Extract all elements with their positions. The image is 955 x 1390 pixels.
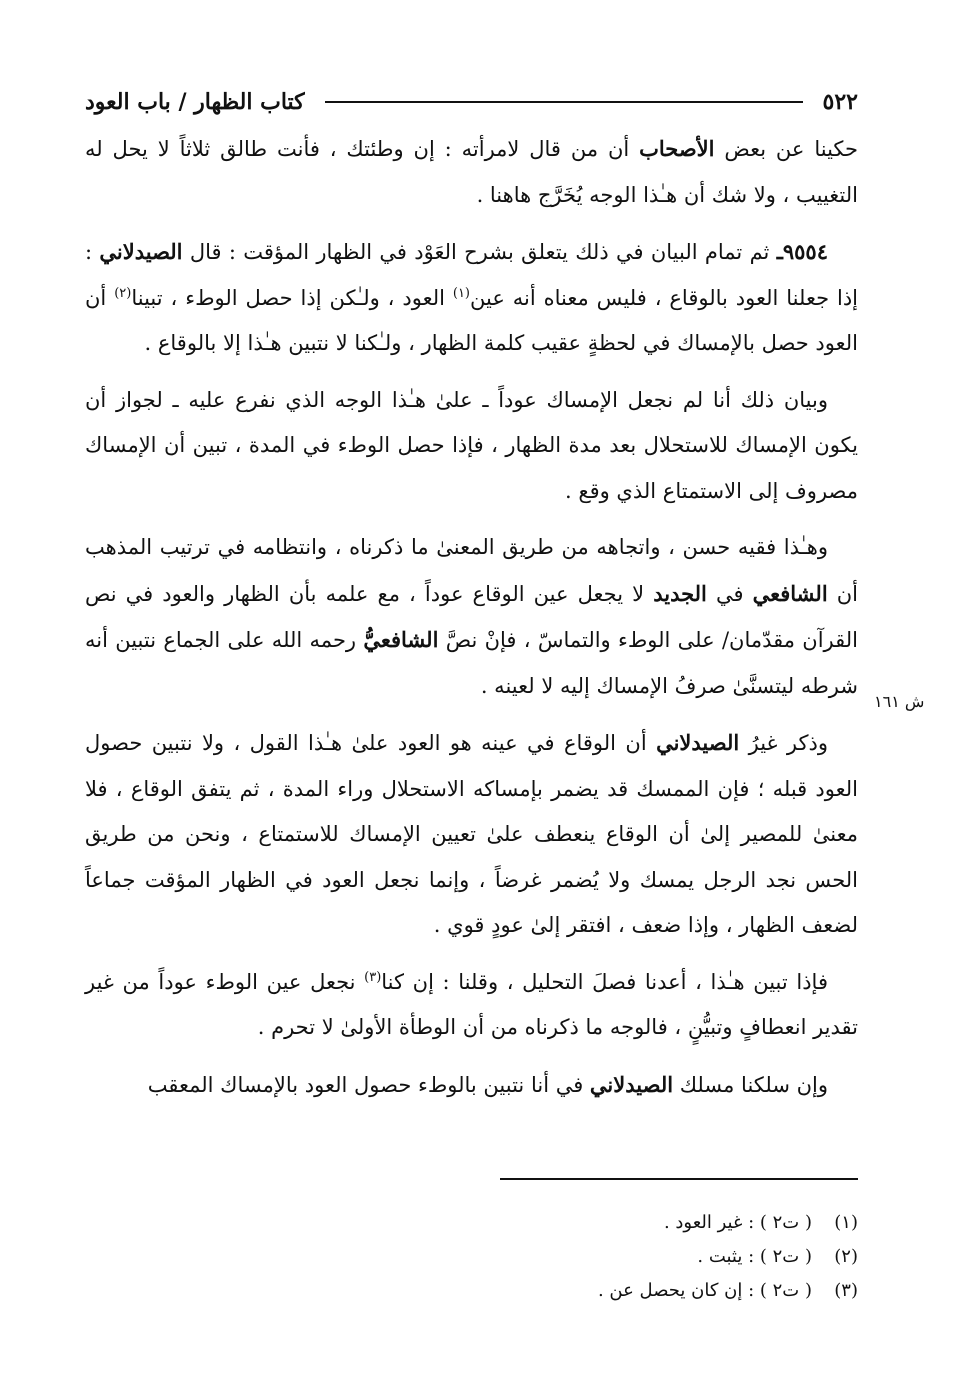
paragraph	[85, 720, 858, 949]
footnote	[85, 1206, 858, 1240]
paragraph-text: لا يجعل عين الوقاع عوداً ، مع علمه بأن الظهار والعود في نص القرآن مقدّمان/ على الوطء والتماسّ ، فإنْ نصَّ	[85, 581, 858, 652]
paragraph	[85, 525, 858, 709]
paragraph-text: ثم تمام البيان في ذلك يتعلق بشرح العَوْد في الظهار المؤقت : قال	[182, 240, 777, 264]
page-number: ٥٢٢	[822, 89, 858, 115]
running-title: كتاب الظهار / باب العود	[85, 89, 305, 115]
footnote-text: ( ت٢ ) : يثبت .	[697, 1246, 812, 1267]
body-text	[85, 126, 858, 1119]
paragraph-text: وبيان ذلك أنا لم نجعل الإمساك عوداً ـ علىٰ هـٰذا الوجه الذي نفرع عليه ـ لجواز أن يكون الإمساك للاستحلال بعد مدة الظهار ، فإذا حصل الوطء في المدة ، تبين أن الإمساك مصروف إلى الاستمتاع الذي وقع .	[85, 387, 858, 503]
bold-term: الأصحاب	[639, 136, 715, 161]
paragraph-text: حكينا عن بعض	[714, 137, 858, 161]
bold-term: الشافعيُّ	[363, 627, 439, 652]
paragraph	[85, 126, 858, 218]
bold-term: الجديد	[653, 580, 707, 606]
footnote-separator	[500, 1178, 858, 1180]
paragraph-text: فإذا تبين هـٰذا ، أعدنا فصلَ التحليل ، وقلنا : إن كنا	[381, 969, 828, 994]
bold-term: ٩٥٥٤ـ	[776, 239, 828, 264]
paragraph	[85, 1062, 858, 1109]
paragraph-text: العود ، ولـٰكن إذا حصل الوطء ، تبينا	[131, 285, 453, 310]
bold-term: الصيدلاني	[589, 1071, 674, 1097]
paragraph-text: : إذا جعلنا العود بالوقاع ، فليس معناه أنه عين	[85, 240, 859, 310]
footnote-number: (٢)	[834, 1246, 858, 1267]
footnote-reference: (٣)	[364, 969, 382, 985]
paragraph	[85, 378, 858, 515]
paragraph-text: وذكر غيرُ	[739, 731, 828, 755]
footnote-number: (٣)	[834, 1280, 858, 1301]
footnote-text: ( ت٢ ) : غير العود .	[663, 1212, 812, 1233]
paragraph-text: أن من قال لامرأته : إن وطئتك ، فأنت طالق ثلاثاً لا يحل له التغييب ، ولا شك أن هـٰذا الوجه يُخَرَّج هاهنا .	[85, 137, 858, 207]
paragraph-text: وهـٰذا فقيه حسن ، واتجاهه من طريق المعنىٰ ما ذكرناه ، وانتظامه في ترتيب المذهب أن	[85, 535, 858, 606]
paragraph-text: نجعل عين الوطء عوداً من غير تقدير انعطافٍ وتبيُّنٍ ، فالوجه ما ذكرناه من أن الوطأة الأولىٰ لا تحرم .	[85, 969, 858, 1039]
footnote	[85, 1274, 858, 1308]
footnote-number: (١)	[834, 1212, 858, 1233]
paragraph-text: في أنا نتبين بالوطء حصول العود بالإمساك المعقب	[147, 1072, 590, 1097]
footnote-reference: (٢)	[114, 285, 132, 301]
bold-term: الصيدلاني	[656, 730, 740, 755]
header-rule	[325, 101, 803, 103]
footnote-text: ( ت٢ ) : إن كان يحصل عن .	[597, 1280, 812, 1301]
footnote	[85, 1240, 858, 1274]
paragraph-text: أن الوقاع في عينه هو العود علىٰ هـٰذا القول ، ولا نتبين حصول العود قبله ؛ فإن الممسك قد يضمر بإمساكه الاستحلال وراء المدة ، ثم يتفق الوقاع ، فلا معنىٰ للمصير إلىٰ أن الوقاع ينعطف علىٰ تعيين الإمساك للاستمتاع ، ونحن من طريق الحس نجد الرجل يمسك ولا يُضمر غرضاً ، وإنما نجعل العود في الظهار المؤقت جماعاً لضعف الظهار ، وإذا ضعف ، افتقر إلىٰ عودٍ قوي .	[85, 731, 858, 937]
footnote-reference: (١)	[452, 285, 470, 301]
footnotes	[85, 1206, 858, 1308]
page-header	[85, 82, 858, 122]
margin-note: ش ١٦١	[874, 692, 925, 711]
bold-term: الصيدلاني	[99, 239, 183, 264]
bold-term: الشافعي	[752, 580, 828, 606]
paragraph	[85, 229, 858, 367]
paragraph-text: أن العود حصل بالإمساك في لحظةٍ عقيب كلمة الظهار ، ولـٰكنا لا نتبين هـٰذا إلا بالوقاع .	[85, 285, 858, 355]
paragraph-text: رحمه الله على الجماع نتبين أنه شرطه ليتسنَّىٰ صرفُ الإمساك إليه لا لعينه .	[85, 628, 858, 698]
paragraph-text: في	[706, 581, 753, 606]
paragraph-text: وإن سلكنا مسلك	[673, 1072, 828, 1097]
paragraph	[85, 960, 858, 1051]
